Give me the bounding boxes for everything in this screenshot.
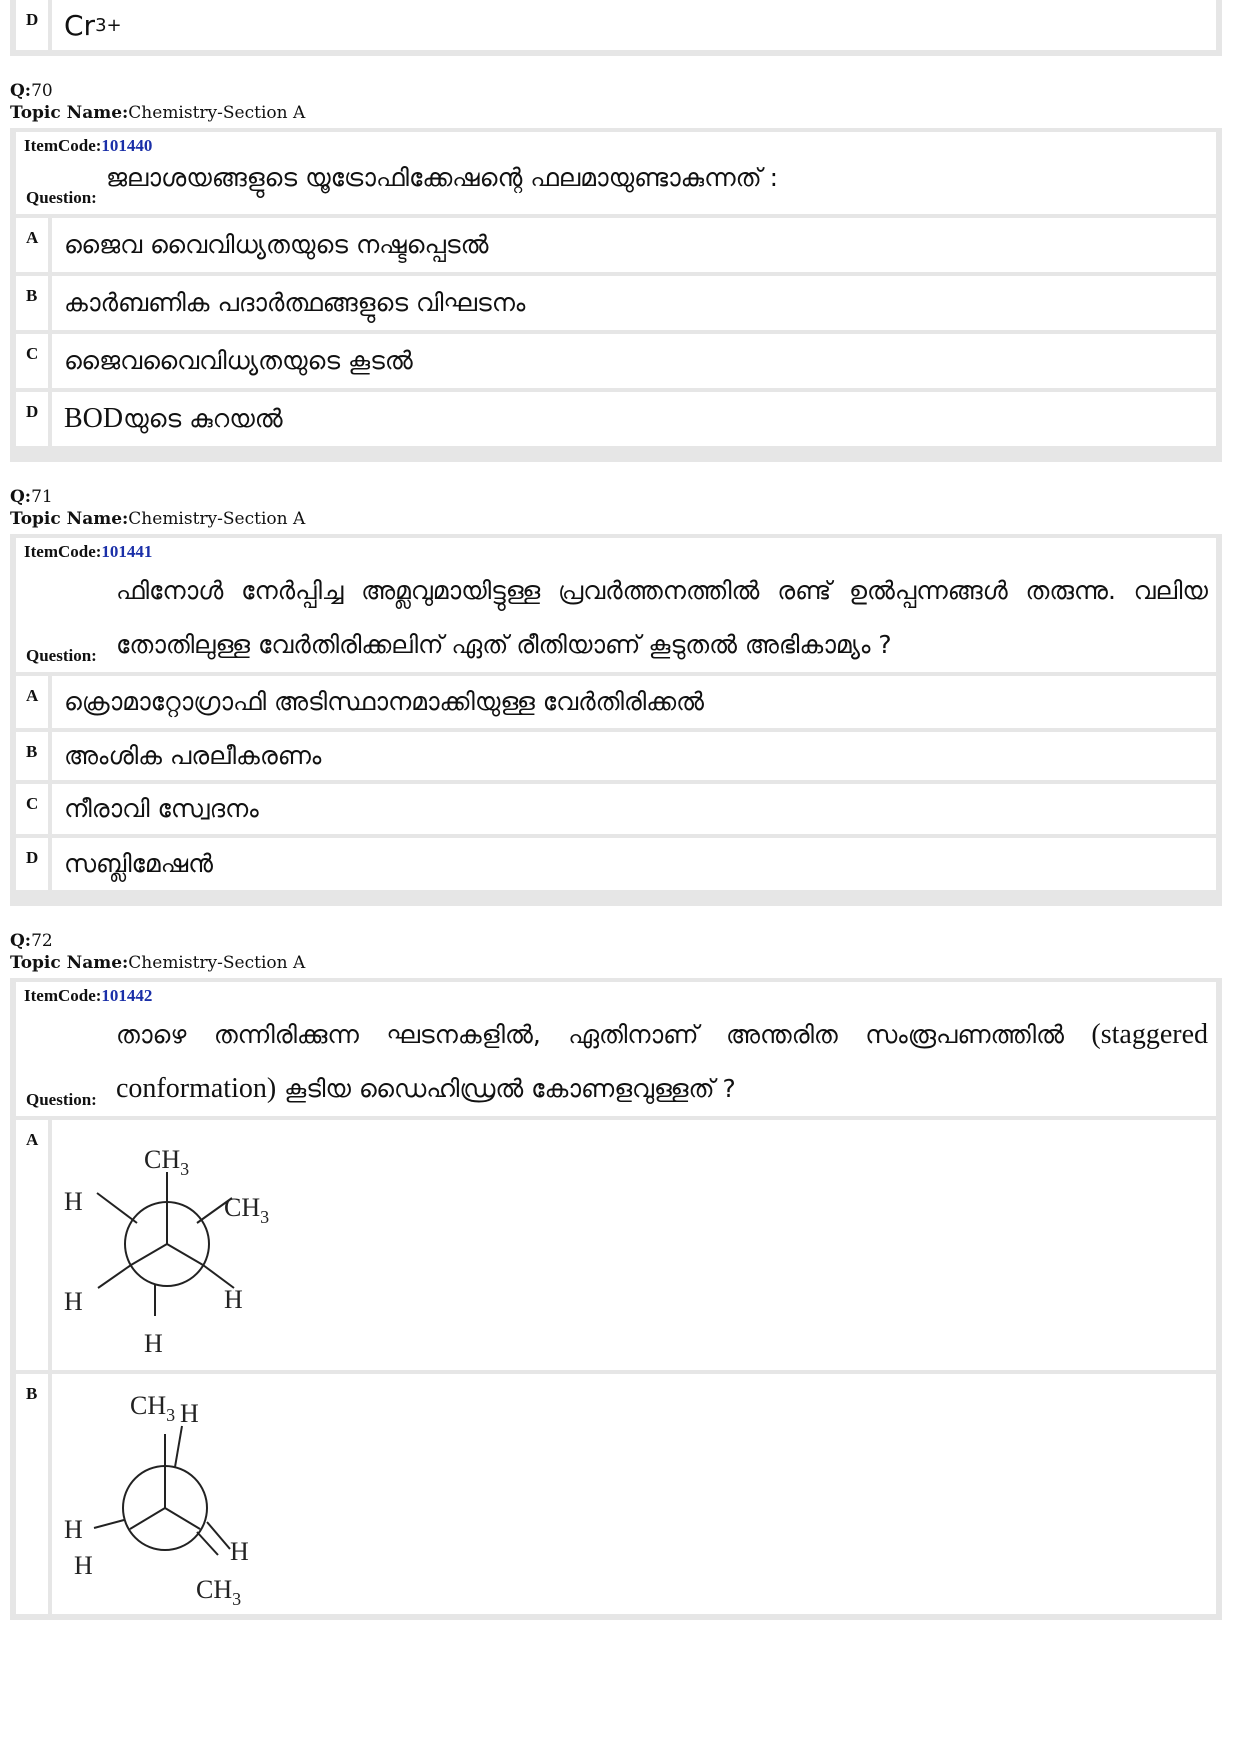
label-top: $CH_3$	[144, 1145, 190, 1179]
item-code: ItemCode:101441	[24, 542, 153, 561]
front-bond-lower-right	[167, 1244, 203, 1265]
option-a[interactable]	[16, 676, 1216, 728]
question-block-71	[10, 534, 1222, 906]
question-box	[16, 538, 1216, 672]
back-bond-lower-right	[207, 1522, 230, 1549]
item-code: ItemCode:101442	[24, 986, 153, 1005]
front-bond-lower-right	[165, 1508, 200, 1529]
label-left-a: H	[64, 1515, 83, 1544]
option-c[interactable]	[16, 784, 1216, 834]
option-text: അംശിക പരലീകരണം	[52, 732, 1216, 780]
question-header-72: Q:72 Topic Name:Chemistry-Section A	[10, 931, 306, 973]
question-text: ഫിനോൾ നേർപ്പിച്ച അമ്ലവുമായിട്ടുള്ള പ്രവർത്തനത്തിൽ രണ്ട് ഉൽപ്പന്നങ്ങൾ തരുന്നു. വലിയ തോതിലുള്ള വേർതിരിക്കലിന് ഏത് രീതിയാണ് കൂടുതൽ അഭികാമ്യം ?	[116, 576, 1208, 659]
option-letter: A	[16, 676, 48, 728]
option-letter: D	[16, 392, 48, 446]
label-top-left: $CH_3$	[130, 1391, 176, 1425]
label-top-right: H	[180, 1399, 199, 1428]
option-letter: C	[16, 784, 48, 834]
option-d[interactable]	[16, 838, 1216, 890]
question-label: Question:	[26, 646, 97, 665]
label-bottom-right: $CH_3$	[196, 1575, 242, 1609]
label-right: H	[230, 1537, 249, 1566]
label-left-b: H	[74, 1551, 93, 1580]
option-letter: D	[16, 0, 48, 50]
option-letter: B	[16, 276, 48, 330]
item-code: ItemCode:101440	[24, 136, 153, 155]
option-letter: D	[16, 838, 48, 890]
question-block-70	[10, 128, 1222, 462]
option-letter: B	[16, 1374, 48, 1614]
front-bond-lower-left	[130, 1508, 165, 1529]
label-lower-right: H	[224, 1285, 243, 1314]
question-block-72	[10, 978, 1222, 1620]
option-b[interactable]	[16, 732, 1216, 780]
option-figure	[52, 1374, 1216, 1614]
option-text: സബ്ലിമേഷൻ	[52, 838, 1216, 890]
label-upper-left: H	[64, 1187, 83, 1216]
option-text: ക്രൊമാറ്റോഗ്രാഫി അടിസ്ഥാനമാക്കിയുള്ള വേർതിരിക്കൽ	[52, 676, 1216, 728]
question-label: Question:	[26, 188, 97, 207]
question-header-70: Q:70 Topic Name:Chemistry-Section A	[10, 81, 306, 123]
label-lower-left: H	[64, 1287, 83, 1316]
back-bond-left	[94, 1520, 124, 1528]
option-figure	[52, 1120, 1216, 1370]
option-letter: C	[16, 334, 48, 388]
question-label: Question:	[26, 1090, 97, 1109]
option-d[interactable]	[16, 392, 1216, 446]
previous-option-d	[10, 0, 1222, 56]
question-text: താഴെ തന്നിരിക്കുന്ന ഘടനകളിൽ, ഏതിനാണ് അന്തരിത സംരൂപണത്തിൽ (staggered conformation) കൂടിയ ഡൈഹിഡ്രൽ കോണളവുള്ളത് ?	[116, 1019, 1208, 1104]
front-bond-lower-left	[131, 1244, 167, 1265]
option-a[interactable]	[16, 218, 1216, 272]
option-text: Cr 3+	[52, 0, 1216, 50]
back-bond-top	[175, 1426, 182, 1467]
question-box	[16, 132, 1216, 214]
option-c[interactable]	[16, 334, 1216, 388]
label-bottom: H	[144, 1329, 163, 1358]
option-text: കാർബണിക പദാർത്ഥങ്ങളുടെ വിഘടനം	[52, 276, 1216, 330]
option-text: ജൈവ വൈവിധ്യതയുടെ നഷ്ടപ്പെടൽ	[52, 218, 1216, 272]
option-text: ജൈവവൈവിധ്യതയുടെ കൂടൽ	[52, 334, 1216, 388]
option-letter: B	[16, 732, 48, 780]
option-b[interactable]	[16, 1374, 1216, 1614]
newman-projection-a	[52, 1120, 352, 1370]
label-upper-right: $CH_3$	[224, 1193, 270, 1227]
newman-projection-b	[52, 1374, 352, 1614]
back-bond-lower-left	[98, 1265, 131, 1288]
question-box	[16, 982, 1216, 1116]
option-a[interactable]	[16, 1120, 1216, 1370]
question-header-71: Q:71 Topic Name:Chemistry-Section A	[10, 487, 306, 529]
option-letter: A	[16, 1120, 48, 1370]
back-bond-upper-left	[97, 1193, 137, 1223]
option-text: BOD യുടെ കുറയൽ	[52, 392, 1216, 446]
option-text: നീരാവി സ്വേദനം	[52, 784, 1216, 834]
option-letter: A	[16, 218, 48, 272]
option-b[interactable]	[16, 276, 1216, 330]
question-text: ജലാശയങ്ങളുടെ യൂട്രോഫിക്കേഷന്റെ ഫലമായുണ്ടാകുന്നത് :	[106, 163, 779, 192]
front-bond-ext-lower-right	[197, 1532, 218, 1555]
